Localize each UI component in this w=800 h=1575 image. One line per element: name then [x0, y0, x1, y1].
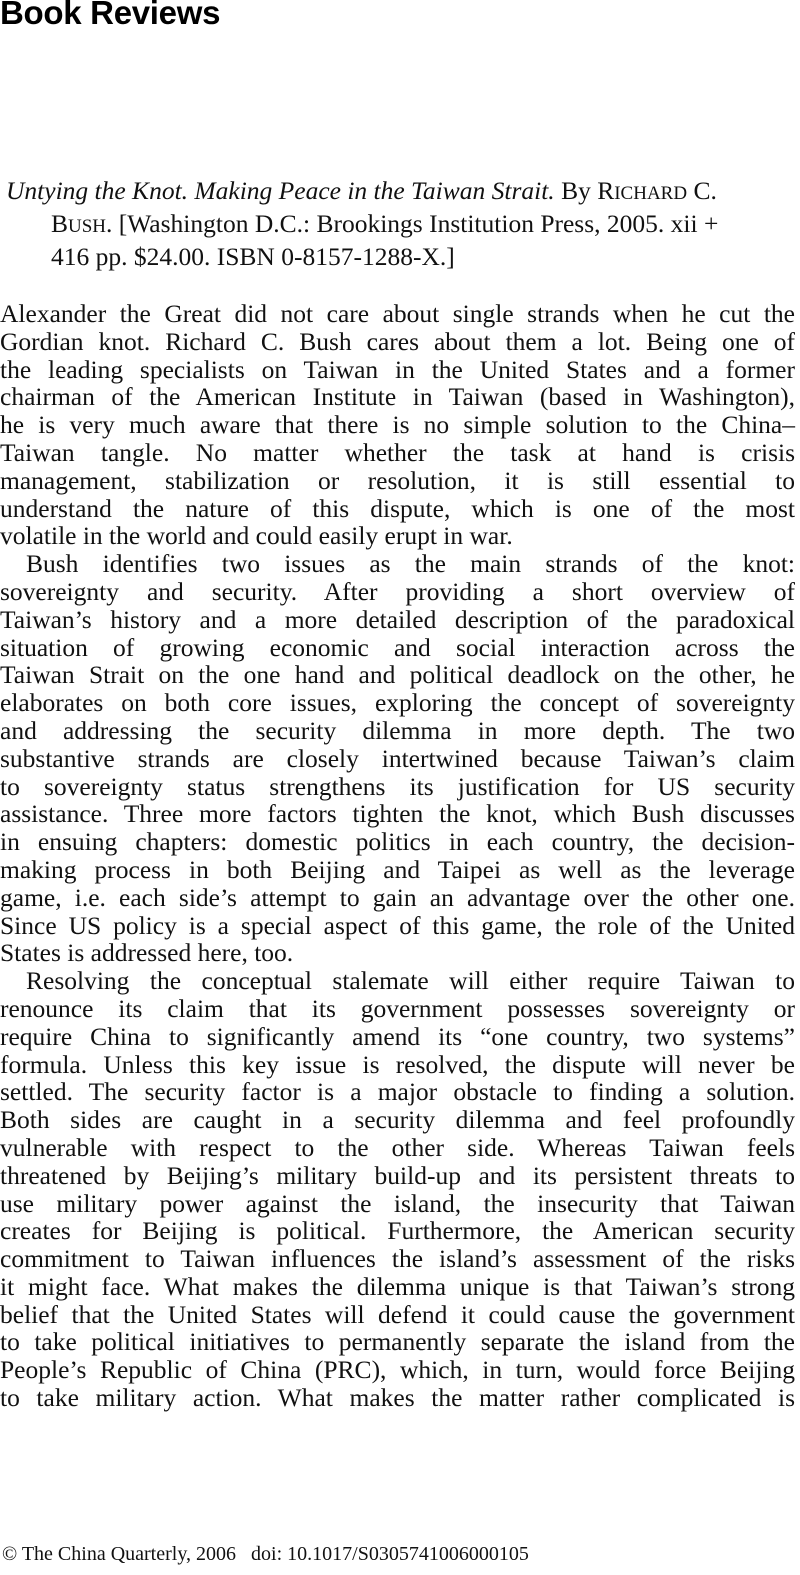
- text-line: Resolving the conceptual stalemate will either require Taiwan to: [26, 966, 795, 996]
- citation-line-2: [6, 209, 796, 242]
- text-line: chairman of the American Institute in Taiwan (based in Washington),: [0, 382, 795, 412]
- text-line: Both sides are caught in a security dilemma and feel profoundly: [0, 1105, 795, 1135]
- text-line: threatened by Beijing’s military build-up and its persistent threats to: [0, 1160, 795, 1190]
- text-line: it might face. What makes the dilemma unique is that Taiwan’s strong: [0, 1271, 795, 1301]
- paragraph-1: [0, 300, 795, 550]
- text-line: formula. Unless this key issue is resolved, the dispute will never be: [0, 1049, 795, 1079]
- book-citation: [6, 176, 796, 272]
- text-line: People’s Republic of China (PRC), which, in turn, would force Beijing: [0, 1355, 795, 1385]
- text-line: Bush identifies two issues as the main strands of the knot:: [26, 549, 795, 579]
- section-title: Book Reviews: [0, 0, 221, 31]
- text-line: the leading specialists on Taiwan in the United States and a former: [0, 354, 795, 384]
- text-line: vulnerable with respect to the other side. Whereas Taiwan feels: [0, 1132, 795, 1162]
- text-line: elaborates on both core issues, exploring the concept of sovereignty: [0, 688, 795, 718]
- citation-line-3: 416 pp. $24.00. ISBN 0-8157-1288-X.]: [51, 242, 455, 271]
- text-line: States is addressed here, too.: [0, 938, 294, 968]
- text-line: require China to significantly amend its “one country, two systems”: [0, 1021, 795, 1051]
- text-line: commitment to Taiwan influences the island’s assessment of the risks: [0, 1244, 795, 1274]
- text-line: creates for Beijing is political. Furthermore, the American security: [0, 1216, 795, 1246]
- paragraph-2: [0, 550, 795, 967]
- text-line: renounce its claim that its government possesses sovereignty or: [0, 993, 795, 1023]
- text-line: to sovereignty status strengthens its justification for US security: [0, 771, 795, 801]
- citation-line-1: [6, 176, 796, 209]
- text-line: to take political initiatives to permanently separate the island from the: [0, 1327, 795, 1357]
- author-first-initial: R: [597, 176, 615, 205]
- author-last-initial: B: [51, 209, 69, 238]
- text-line: substantive strands are closely intertwined because Taiwan’s claim: [0, 743, 795, 773]
- review-body: [0, 300, 795, 1412]
- text-line: use military power against the island, the insecurity that Taiwan: [0, 1188, 795, 1218]
- text-line: Taiwan’s history and a more detailed description of the paradoxical: [0, 604, 795, 634]
- text-line: understand the nature of this dispute, which is one of the most: [0, 493, 795, 523]
- text-line: sovereignty and security. After providing a short overview of: [0, 576, 795, 606]
- text-line: to take military action. What makes the matter rather complicated is: [0, 1383, 795, 1413]
- citation-by: By: [554, 176, 598, 205]
- text-line: Gordian knot. Richard C. Bush cares about them a lot. Being one of: [0, 326, 795, 356]
- text-line: Taiwan Strait on the one hand and political deadlock on the other, he: [0, 660, 795, 690]
- author-last-rest: USH: [68, 216, 107, 237]
- text-line: Alexander the Great did not care about single strands when he cut the: [0, 299, 795, 328]
- copyright-notice: © The China Quarterly, 2006: [2, 1543, 237, 1565]
- text-line: settled. The security factor is a major obstacle to finding a solution.: [0, 1077, 795, 1107]
- text-line: management, stabilization or resolution, it is still essential to: [0, 465, 795, 495]
- text-line: volatile in the world and could easily erupt in war.: [0, 521, 513, 551]
- paragraph-3: [0, 967, 795, 1412]
- book-title: Untying the Knot. Making Peace in the Taiwan Strait.: [6, 176, 555, 205]
- text-line: belief that the United States will defend it could cause the government: [0, 1299, 795, 1329]
- publisher-info: . [Washington D.C.: Brookings Institution Press, 2005. xii +: [106, 209, 719, 238]
- author-middle: C.: [687, 176, 717, 205]
- page-footer: [2, 1543, 529, 1566]
- text-line: he is very much aware that there is no simple solution to the China–: [0, 410, 795, 440]
- text-line: game, i.e. each side’s attempt to gain an advantage over the other one.: [0, 882, 795, 912]
- text-line: making process in both Beijing and Taipei as well as the leverage: [0, 854, 795, 884]
- text-line: assistance. Three more factors tighten the knot, which Bush discusses: [0, 799, 795, 829]
- text-line: Taiwan tangle. No matter whether the task at hand is crisis: [0, 437, 795, 467]
- doi-link[interactable]: doi: 10.1017/S0305741006000105: [251, 1543, 529, 1565]
- text-line: situation of growing economic and social interaction across the: [0, 632, 795, 662]
- text-line: and addressing the security dilemma in more depth. The two: [0, 715, 795, 745]
- text-line: Since US policy is a special aspect of this game, the role of the United: [0, 910, 795, 940]
- author-first-rest: ICHARD: [614, 183, 688, 204]
- text-line: in ensuing chapters: domestic politics in each country, the decision-: [0, 827, 795, 857]
